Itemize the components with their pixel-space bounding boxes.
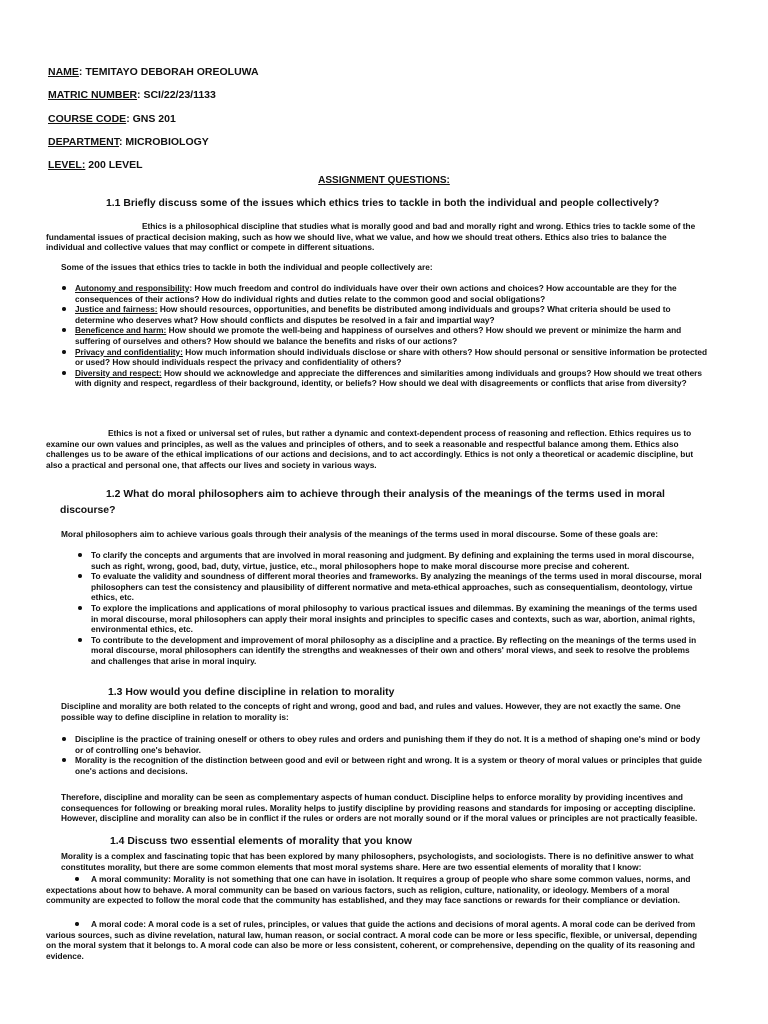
course-label: COURSE CODE (48, 113, 127, 125)
q3-lead: Discipline and morality are both related to the concepts of right and wrong, good and bad, and rules and values. However, they are not exactly the same. One possible way to define discipline in relation to morality is: (61, 701, 681, 722)
list-item (60, 304, 708, 325)
question-1-3: 1.3 How would you define discipline in relation to morality (108, 687, 395, 698)
issue-text: How should we promote the well-being and happiness of ourselves and others? How should we prevent or minimize the harm and suffering of ourselves and others? How should we balance the benefits and risks of our actions? (75, 325, 682, 346)
list-item: A moral code: A moral code is a set of rules, principles, or values that guide the actions and decisions of moral agents. A moral code can be derived from various sources, such as divine revelation, natural law, human reason, or social contract. A moral code can be more or less specific, flexible, or universal, depending on the moral system that it belongs to. A moral code can also be more or less consistent, coherent, or comprehensive, depending on the quality of its reasoning and evidence. (46, 919, 698, 961)
course-line (48, 113, 176, 125)
issue-term: Justice and fairness: (75, 304, 158, 315)
department-value: : MICROBIOLOGY (118, 136, 209, 148)
issue-term: Privacy and confidentiality: (75, 346, 183, 357)
matric-label: MATRIC NUMBER (48, 89, 138, 101)
issue-text: How should resources, opportunities, and benefits be distributed among individuals and groups? What criteria should be used to determine who deserves what? How should conflicts and disputes be resolved in a fair and impartial way? (75, 304, 671, 325)
list-item (60, 347, 708, 368)
issue-term: Diversity and respect: (75, 367, 162, 378)
question-1-1: 1.1 Briefly discuss some of the issues which ethics tries to tackle in both the individual and people collectively? (106, 198, 660, 209)
list-item (60, 325, 708, 346)
q4-element-community (46, 874, 708, 906)
q3-closing-paragraph: Therefore, discipline and morality can be seen as complementary aspects of human conduct. Discipline helps to enforce morality by providing incentives and consequences for following or breaking moral rules. Morality helps to justify discipline by providing reasons and standards for imposing or accepting discipline. However, discipline and morality can also be in conflict if the rules or orders are not morally sound or if the moral values or principles are not practically feasible. (61, 792, 698, 824)
q2-lead: Moral philosophers aim to achieve various goals through their analysis of the meanings of the terms used in moral discourse. Some of these goals are: (61, 529, 659, 539)
matric-value: : SCI/22/23/1133 (137, 89, 216, 101)
issue-text: How much information should individuals disclose or share with others? How should personal or sensitive information be protected or used? How should individuals respect the privacy and confidentiality of others? (75, 346, 708, 368)
level-label: LEVEL: (48, 159, 86, 171)
level-line (48, 159, 143, 171)
department-line (48, 136, 209, 148)
q1-lead: Some of the issues that ethics tries to tackle in both the individual and people collectively are: (61, 262, 433, 272)
q4-lead: Morality is a complex and fascinating topic that has been explored by many philosophers, psychologists, and sociologists. There is no definitive answer to what constitutes morality, but there are some common elements that most moral systems share. Here are two essential elements of morality that I know: (61, 851, 694, 872)
list-item: To evaluate the validity and soundness of different moral theories and frameworks. By analyzing the meanings of the terms used in moral discourse, moral philosophers can test the consistency and plausibility of different normative and meta-ethical approaches, such as consequentialism, deontology, virtue ethics, etc. (76, 571, 704, 603)
list-item: Discipline is the practice of training oneself or others to obey rules and orders and punishing them if they do not. It is a method of shaping one's mind or body or of controlling one's behavior. (60, 734, 706, 755)
q3-definition-list (60, 734, 706, 776)
list-item: Morality is the recognition of the distinction between good and evil or between right and wrong. It is a system or theory of moral values or principles that guide one's actions and decisions. (60, 755, 706, 776)
name-value: : TEMITAYO DEBORAH OREOLUWA (78, 66, 259, 78)
level-value: 200 LEVEL (85, 159, 143, 171)
assignment-title: ASSIGNMENT QUESTIONS: (318, 175, 450, 186)
issue-term: Beneficence and harm: (75, 325, 167, 336)
name-label: NAME (48, 66, 79, 78)
q1-issues-list (60, 283, 708, 389)
list-item (60, 368, 708, 389)
list-item (60, 283, 708, 304)
issue-term: Autonomy and responsibility (75, 283, 190, 293)
department-label: DEPARTMENT (48, 136, 119, 148)
q1-closing-paragraph: Ethics is not a fixed or universal set of rules, but rather a dynamic and context-dependent process of reasoning and reflection. Ethics requires us to examine our own values and principles, as well as the values and principles of others, and to seek a reasonable and respectful balance among them. Ethics also challenges us to be aware of the ethical implications of our actions and decisions, and to act accordingly. Ethics is not only a theoretical or academic discipline, but also a practical and personal one, that affects our lives and society in various ways. (46, 428, 694, 470)
list-item: To contribute to the development and improvement of moral philosophy as a discipline and a practice. By reflecting on the meanings of the terms used in moral discourse, moral philosophers can identify the strengths and weaknesses of their own and others' moral views, and seek to resolve the problems and challenges that arise in moral inquiry. (76, 635, 704, 667)
q2-goals-list (76, 550, 704, 667)
name-line (48, 66, 259, 78)
issue-text: : How much freedom and control do individuals have over their own actions and choices? How accountable are they for the consequences of their actions? How do individual rights and duties relate to the common good and social obligations? (75, 283, 677, 304)
list-item: To clarify the concepts and arguments that are involved in moral reasoning and judgment. By defining and explaining the terms used in moral discourse, such as right, wrong, good, bad, duty, virtue, justice, etc., moral philosophers hope to make moral discourse more precise and coherent. (76, 550, 704, 571)
course-value: : GNS 201 (126, 113, 176, 125)
q4-element-code (46, 919, 708, 961)
issue-text: How should we acknowledge and appreciate the differences and similarities among individuals and groups? How should we treat others with dignity and respect, regardless of their background, identity, or beliefs? How should we deal with disagreements or conflicts that arise from diversity? (75, 367, 703, 389)
list-item: A moral community: Morality is not something that one can have in isolation. It requires a group of people who share some common values, norms, and expectations about how to behave. A moral community can be based on various factors, such as religion, culture, nationality, or ideology. Members of a moral community are expected to follow the moral code that the community has established, and they may face sanctions or rewards for their compliance or deviation. (46, 874, 691, 906)
q1-intro-paragraph: Ethics is a philosophical discipline that studies what is morally good and bad and morally right and wrong. Ethics tries to tackle some of the fundamental issues of practical decision making, such as how we should live, what we value, and how we should treat others. Ethics also tries to balance the individual and collective values that may conflict or compete in different situations. (46, 221, 696, 253)
question-1-2: 1.2 What do moral philosophers aim to achieve through their analysis of the meanings of the terms used in moral discourse? (60, 489, 665, 516)
matric-line (48, 89, 216, 101)
question-1-4: 1.4 Discuss two essential elements of morality that you know (110, 836, 412, 847)
list-item: To explore the implications and applications of moral philosophy to various practical issues and dilemmas. By examining the meanings of the terms used in moral discourse, moral philosophers can apply their moral insights and principles to specific cases and contexts, such as war, abortion, animal rights, environmental ethics, etc. (76, 603, 704, 635)
